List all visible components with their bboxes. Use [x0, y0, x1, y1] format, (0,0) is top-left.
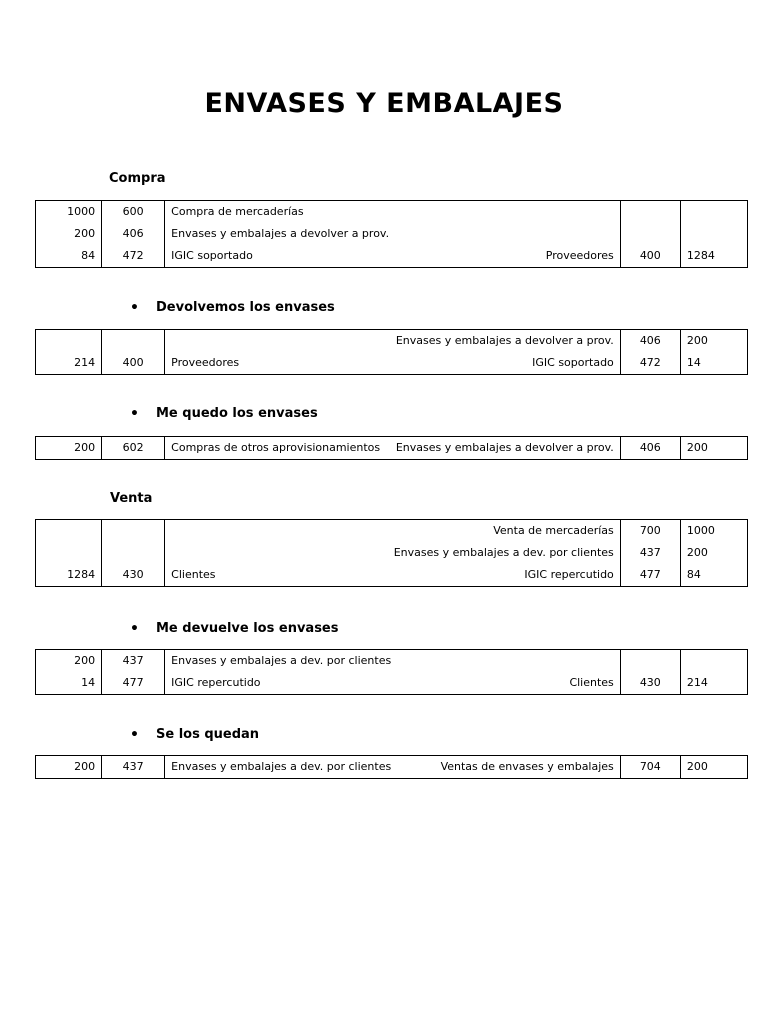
table-row: [36, 201, 748, 224]
credit-account-cell: 430: [620, 672, 680, 695]
description-cell: [165, 650, 621, 673]
section-heading-se-los-quedan: Se los quedan: [156, 727, 260, 742]
section-heading-venta: Venta: [110, 491, 153, 506]
credit-amount-cell: 14: [680, 352, 747, 375]
description-cell: [165, 520, 621, 543]
debit-account-cell: 400: [102, 352, 165, 375]
table-row: [36, 437, 748, 460]
table-row: [36, 223, 748, 245]
section-heading-compra: Compra: [109, 171, 166, 186]
debit-account-name: Envases y embalajes a dev. por clientes: [171, 760, 392, 773]
bullet-icon: •: [130, 300, 139, 316]
credit-account-cell: 700: [620, 520, 680, 543]
debit-account-cell: [102, 520, 165, 543]
description-cell: [165, 330, 621, 353]
debit-amount-cell: 200: [36, 650, 102, 673]
credit-amount-cell: 84: [680, 564, 747, 587]
credit-account-cell: 406: [620, 330, 680, 353]
journal-entry-venta: [35, 519, 748, 587]
debit-account-cell: 602: [102, 437, 165, 460]
debit-account-name: Proveedores: [171, 356, 240, 369]
debit-account-cell: 472: [102, 245, 165, 268]
credit-account-cell: [620, 201, 680, 224]
debit-account-name: Compra de mercaderías: [171, 205, 304, 218]
description-cell: [165, 223, 621, 245]
journal-entry-me-devuelve: [35, 649, 748, 695]
credit-account-cell: 704: [620, 756, 680, 779]
journal-entry-compra: [35, 200, 748, 268]
debit-account-name: IGIC repercutido: [171, 676, 261, 689]
debit-amount-cell: 1284: [36, 564, 102, 587]
credit-account-name: Envases y embalajes a devolver a prov.: [395, 441, 614, 454]
credit-amount-cell: 214: [680, 672, 747, 695]
credit-account-name: Envases y embalajes a devolver a prov.: [395, 334, 614, 347]
credit-amount-cell: 200: [680, 437, 747, 460]
debit-amount-cell: 214: [36, 352, 102, 375]
credit-amount-cell: 200: [680, 756, 747, 779]
table-row: [36, 672, 748, 695]
description-cell: [165, 245, 621, 268]
credit-account-name: Ventas de envases y embalajes: [440, 760, 614, 773]
credit-account-cell: 437: [620, 542, 680, 564]
table-row: [36, 650, 748, 673]
credit-amount-cell: 200: [680, 542, 747, 564]
credit-amount-cell: [680, 201, 747, 224]
credit-account-name: Clientes: [569, 676, 614, 689]
debit-amount-cell: 200: [36, 437, 102, 460]
debit-amount-cell: 1000: [36, 201, 102, 224]
section-heading-me-quedo: Me quedo los envases: [156, 406, 318, 421]
debit-account-name: Envases y embalajes a devolver a prov.: [171, 227, 390, 240]
credit-account-cell: [620, 223, 680, 245]
journal-entry-me-quedo: [35, 436, 748, 460]
credit-account-cell: 406: [620, 437, 680, 460]
credit-account-name: Proveedores: [545, 249, 614, 262]
debit-amount-cell: 200: [36, 223, 102, 245]
description-cell: [165, 564, 621, 587]
bullet-icon: •: [130, 727, 139, 743]
debit-amount-cell: [36, 520, 102, 543]
credit-amount-cell: 200: [680, 330, 747, 353]
description-cell: [165, 201, 621, 224]
section-heading-devolvemos: Devolvemos los envases: [156, 300, 335, 315]
debit-amount-cell: [36, 542, 102, 564]
table-row: [36, 245, 748, 268]
credit-amount-cell: 1284: [680, 245, 747, 268]
description-cell: [165, 542, 621, 564]
description-cell: [165, 352, 621, 375]
credit-account-name: Envases y embalajes a dev. por clientes: [393, 546, 614, 559]
description-cell: [165, 437, 621, 460]
debit-account-name: Clientes: [171, 568, 216, 581]
debit-account-cell: 437: [102, 650, 165, 673]
bullet-icon: •: [130, 406, 139, 422]
credit-account-cell: 472: [620, 352, 680, 375]
table-row: [36, 520, 748, 543]
credit-amount-cell: [680, 223, 747, 245]
page-title: ENVASES Y EMBALAJES: [204, 88, 564, 119]
credit-amount-cell: [680, 650, 747, 673]
table-row: [36, 330, 748, 353]
table-row: [36, 564, 748, 587]
debit-account-cell: [102, 542, 165, 564]
debit-account-name: Compras de otros aprovisionamientos: [171, 441, 381, 454]
debit-account-cell: 437: [102, 756, 165, 779]
debit-amount-cell: 84: [36, 245, 102, 268]
table-row: [36, 542, 748, 564]
debit-amount-cell: [36, 330, 102, 353]
credit-account-name: IGIC repercutido: [524, 568, 614, 581]
credit-account-cell: 400: [620, 245, 680, 268]
debit-account-name: Envases y embalajes a dev. por clientes: [171, 654, 392, 667]
debit-amount-cell: 14: [36, 672, 102, 695]
description-cell: [165, 672, 621, 695]
description-cell: [165, 756, 621, 779]
bullet-icon: •: [130, 621, 139, 637]
debit-amount-cell: 200: [36, 756, 102, 779]
section-heading-me-devuelve: Me devuelve los envases: [156, 621, 339, 636]
credit-account-name: Venta de mercaderías: [493, 524, 614, 537]
credit-account-cell: 477: [620, 564, 680, 587]
credit-account-cell: [620, 650, 680, 673]
table-row: [36, 756, 748, 779]
debit-account-cell: [102, 330, 165, 353]
table-row: [36, 352, 748, 375]
credit-account-name: IGIC soportado: [532, 356, 614, 369]
debit-account-cell: 406: [102, 223, 165, 245]
debit-account-cell: 477: [102, 672, 165, 695]
journal-entry-se-los-quedan: [35, 755, 748, 779]
credit-amount-cell: 1000: [680, 520, 747, 543]
debit-account-name: IGIC soportado: [171, 249, 253, 262]
debit-account-cell: 600: [102, 201, 165, 224]
journal-entry-devolvemos: [35, 329, 748, 375]
debit-account-cell: 430: [102, 564, 165, 587]
